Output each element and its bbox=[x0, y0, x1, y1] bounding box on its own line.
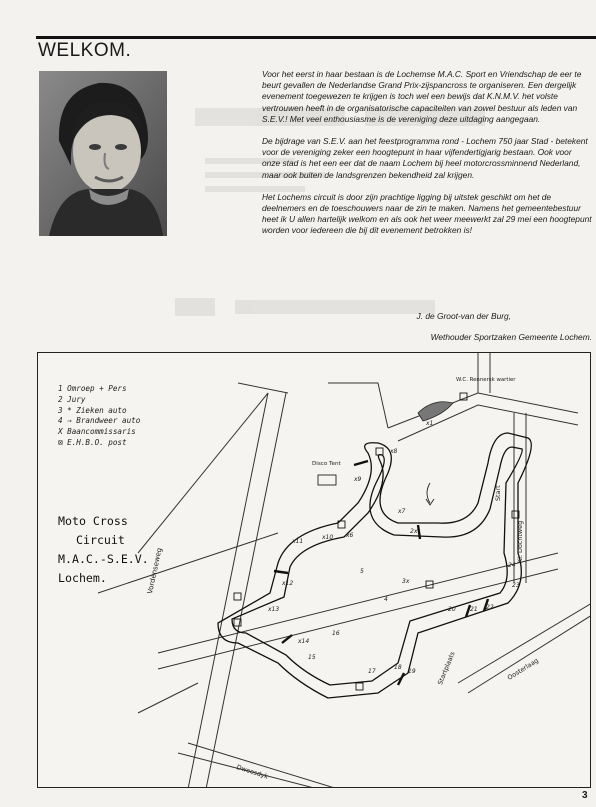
svg-text:2x: 2x bbox=[410, 528, 418, 535]
circuit-title-line: Circuit bbox=[76, 533, 125, 547]
page-number: 3 bbox=[582, 790, 588, 801]
circuit-title bbox=[58, 512, 198, 588]
road-label-oosterlaag: Oosterlaag bbox=[506, 656, 540, 682]
intro-paragraph-1: Voor het eerst in haar bestaan is de Lochemse M.A.C. Sport en Vriendschap de eer te beurt gevallen de Nederlandse Grand Prix-zijspancross te organiseren. Een dergelijk evenement toegewezen te krijgen is toch wel een bewijs dat K.N.M.V. het volste vertrouwen heeft in de organisatorische capaciteiten van zowel bestuur als leden van S.E.V.! Met veel enthousiasme is de vereniging deze uitdaging aangegaan. bbox=[262, 69, 582, 124]
legend-item: 3 * Zieken auto bbox=[58, 405, 127, 415]
intro-text bbox=[262, 69, 592, 248]
svg-text:20: 20 bbox=[448, 606, 456, 613]
svg-text:3x: 3x bbox=[402, 578, 410, 585]
circuit-title-line: Lochem. bbox=[58, 571, 107, 585]
svg-text:x8: x8 bbox=[390, 448, 398, 455]
svg-text:15: 15 bbox=[308, 654, 316, 661]
portrait-photo bbox=[39, 71, 167, 236]
page-heading: WELKOM. bbox=[38, 40, 132, 61]
svg-text:19: 19 bbox=[408, 668, 416, 675]
svg-text:18: 18 bbox=[394, 664, 402, 671]
road-label-start: Start bbox=[494, 485, 502, 501]
svg-text:x1: x1 bbox=[426, 420, 434, 427]
legend-item: 4 ⇒ Brandweer auto bbox=[58, 416, 141, 426]
road-label-kl-dochtweg: Kl. Dochtweg bbox=[516, 520, 524, 563]
svg-text:x9: x9 bbox=[354, 476, 362, 483]
svg-text:21: 21 bbox=[470, 606, 478, 613]
svg-text:17: 17 bbox=[368, 668, 376, 675]
legend-item: 1 Omroep + Pers bbox=[58, 384, 127, 393]
svg-text:x14: x14 bbox=[298, 638, 310, 645]
signature-name: J. de Groot-van der Burg, bbox=[416, 311, 511, 321]
map-legend bbox=[58, 384, 218, 449]
road-label-dweesdyk: Dweesdyk bbox=[235, 763, 270, 781]
svg-text:x11: x11 bbox=[292, 538, 304, 545]
circuit-title-line: Moto Cross bbox=[58, 514, 128, 528]
label-disco-tent: Disco Tent bbox=[312, 461, 341, 467]
svg-text:22: 22 bbox=[486, 604, 494, 611]
svg-text:x10: x10 bbox=[322, 534, 334, 541]
intro-paragraph-3: Het Lochems circuit is door zijn prachtige ligging bij uitstek geschikt om het de deelnemers en de toeschouwers naar de zin te maken. Namens het gemeentebestuur heet ik U allen hartelijk welkom en als ook het weer meewerkt zal 29 mei een hoogtepunt worden voor iedereen die bij dit evenement betrokken is! bbox=[262, 191, 592, 236]
svg-text:x12: x12 bbox=[282, 580, 294, 587]
svg-text:23: 23 bbox=[512, 582, 520, 589]
legend-item: ⊠ E.H.B.O. post bbox=[58, 437, 127, 447]
road-label-vordenseweg: Vordenseweg bbox=[146, 547, 164, 595]
svg-text:16: 16 bbox=[332, 630, 340, 637]
legend-item: 2 Jury bbox=[58, 394, 86, 404]
intro-paragraph-2: De bijdrage van S.E.V. aan het feestprogramma rond - Lochem 750 jaar Stad - betekent voor de vereniging zeker een hoogtepunt in haar vijfendertigjarig bestaan. Ook voor onze stad is het een eer dat de naam Lochem bij heel motorcrossminnend Nederland, maar ook buiten de landsgrenzen bekendheid zal krijgen. bbox=[262, 136, 588, 180]
signature-title: Wethouder Sportzaken Gemeente Lochem. bbox=[430, 332, 592, 342]
label-wc: W.C. Rennersk wartier bbox=[456, 377, 516, 383]
circuit-title-line: M.A.C.-S.E.V. bbox=[58, 552, 149, 566]
top-rule bbox=[36, 36, 596, 39]
svg-text:x7: x7 bbox=[398, 508, 406, 515]
label-startplaats: Startplaats bbox=[436, 650, 457, 686]
svg-text:x6: x6 bbox=[346, 532, 354, 539]
svg-text:4: 4 bbox=[384, 596, 388, 603]
svg-text:5: 5 bbox=[360, 568, 364, 575]
legend-item: X Baancommissaris bbox=[58, 427, 136, 437]
svg-text:x13: x13 bbox=[268, 606, 280, 613]
svg-text:24: 24 bbox=[508, 562, 516, 569]
